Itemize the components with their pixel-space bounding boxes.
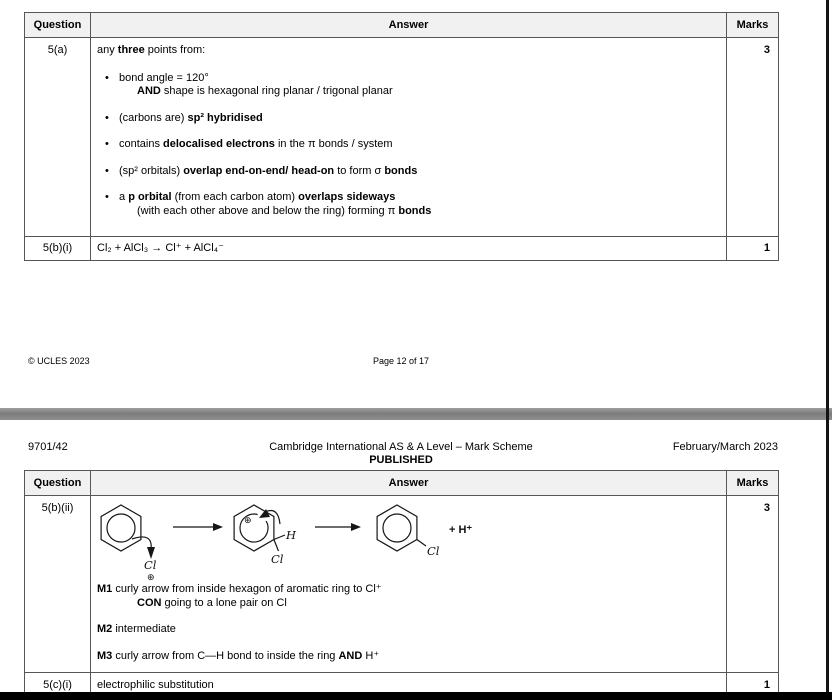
bullet-icon: • xyxy=(105,138,109,150)
viewport-bottom-bar xyxy=(0,692,832,700)
col-header-answer: Answer xyxy=(91,13,727,38)
exam-session: February/March 2023 xyxy=(672,441,778,453)
marking-point-m2: M2 intermediate xyxy=(97,623,176,635)
marks-value: 1 xyxy=(727,673,779,698)
bullet-icon: • xyxy=(105,111,109,124)
page-header xyxy=(24,438,778,470)
answer-text: electrophilic substitution xyxy=(97,679,214,691)
col-header-answer: Answer xyxy=(91,471,727,496)
col-header-marks: Marks xyxy=(727,471,779,496)
published-label: PUBLISHED xyxy=(369,453,433,466)
page-footer xyxy=(24,356,778,370)
reaction-arrow-1 xyxy=(173,523,223,531)
table-row-5bii xyxy=(25,496,779,673)
marking-point-con: CON going to a lone pair on Cl xyxy=(137,596,287,609)
bullet-icon: • xyxy=(105,71,109,84)
bullet-point: • bond angle = 120° AND shape is hexagonal ring planar / trigonal planar xyxy=(105,71,393,97)
marks-value: 1 xyxy=(727,237,779,261)
marking-point-m3: M3 curly arrow from C—H bond to inside the ring AND H⁺ xyxy=(97,649,380,662)
question-number: 5(b)(ii) xyxy=(25,496,91,673)
page-number: Page 12 of 17 xyxy=(372,356,430,366)
chlorobenzene-molecule xyxy=(377,505,426,551)
document-title: Cambridge International AS & A Level – Mark Scheme xyxy=(269,441,533,453)
bullet-point: • a p orbital (from each carbon atom) overlaps sideways (with each other above and below the ring) forming π bonds xyxy=(105,191,432,217)
question-number: 5(b)(i) xyxy=(25,237,91,261)
answer-intro: any three points from: xyxy=(97,44,206,56)
chlorine-electrophile-label: Cl xyxy=(144,558,157,572)
wheland-intermediate xyxy=(234,505,285,551)
page-13 xyxy=(24,438,778,698)
question-number: 5(a) xyxy=(25,38,91,237)
copyright-text: © UCLES 2023 xyxy=(28,356,90,366)
bullet-point: • (carbons are) sp² hybridised xyxy=(105,111,263,124)
hydrogen-label: H xyxy=(286,528,297,542)
page-separator xyxy=(0,408,832,420)
marks-value: 3 xyxy=(727,38,779,237)
marks-value: 3 xyxy=(727,496,779,673)
answer-cell xyxy=(91,496,727,673)
chlorine-product-label: Cl xyxy=(427,544,440,558)
benzene-molecule xyxy=(101,505,141,551)
reaction-mechanism-diagram xyxy=(99,502,499,582)
page-12 xyxy=(24,12,778,408)
bullet-point: • contains delocalised electrons in the π bonds / system xyxy=(105,138,393,150)
col-header-question: Question xyxy=(25,13,91,38)
plus-charge-icon: ⊕ xyxy=(147,573,155,582)
answer-cell xyxy=(91,38,727,237)
h-plus-label: + H⁺ xyxy=(449,524,473,536)
table-row-5bi xyxy=(25,237,779,261)
page-edge-line xyxy=(826,0,829,700)
reaction-arrow-2 xyxy=(315,523,361,531)
col-header-question: Question xyxy=(25,471,91,496)
bullet-point: • (sp² orbitals) overlap end-on-end/ head-on to form σ bonds xyxy=(105,164,418,177)
mark-scheme-table-p13 xyxy=(24,470,779,698)
chemical-equation: Cl₂ + AlCl₃ → Cl⁺ + AlCl₄⁻ xyxy=(97,242,224,254)
table-header-row xyxy=(25,13,779,38)
col-header-marks: Marks xyxy=(727,13,779,38)
curly-arrow-m3 xyxy=(259,509,280,524)
paper-code: 9701/42 xyxy=(28,441,68,453)
question-number: 5(c)(i) xyxy=(25,673,91,698)
marking-point-m1: M1 curly arrow from inside hexagon of aromatic ring to Cl⁺ xyxy=(97,583,382,595)
table-header-row xyxy=(25,471,779,496)
bullet-icon: • xyxy=(105,191,109,203)
chlorine-intermediate-label: Cl xyxy=(271,552,284,566)
mark-scheme-table-p12 xyxy=(24,12,779,261)
answer-cell xyxy=(91,237,727,261)
bullet-icon: • xyxy=(105,164,109,177)
table-row-5a xyxy=(25,38,779,237)
ring-plus-charge-icon: ⊕ xyxy=(244,516,252,526)
curly-arrow-m1 xyxy=(132,537,155,559)
